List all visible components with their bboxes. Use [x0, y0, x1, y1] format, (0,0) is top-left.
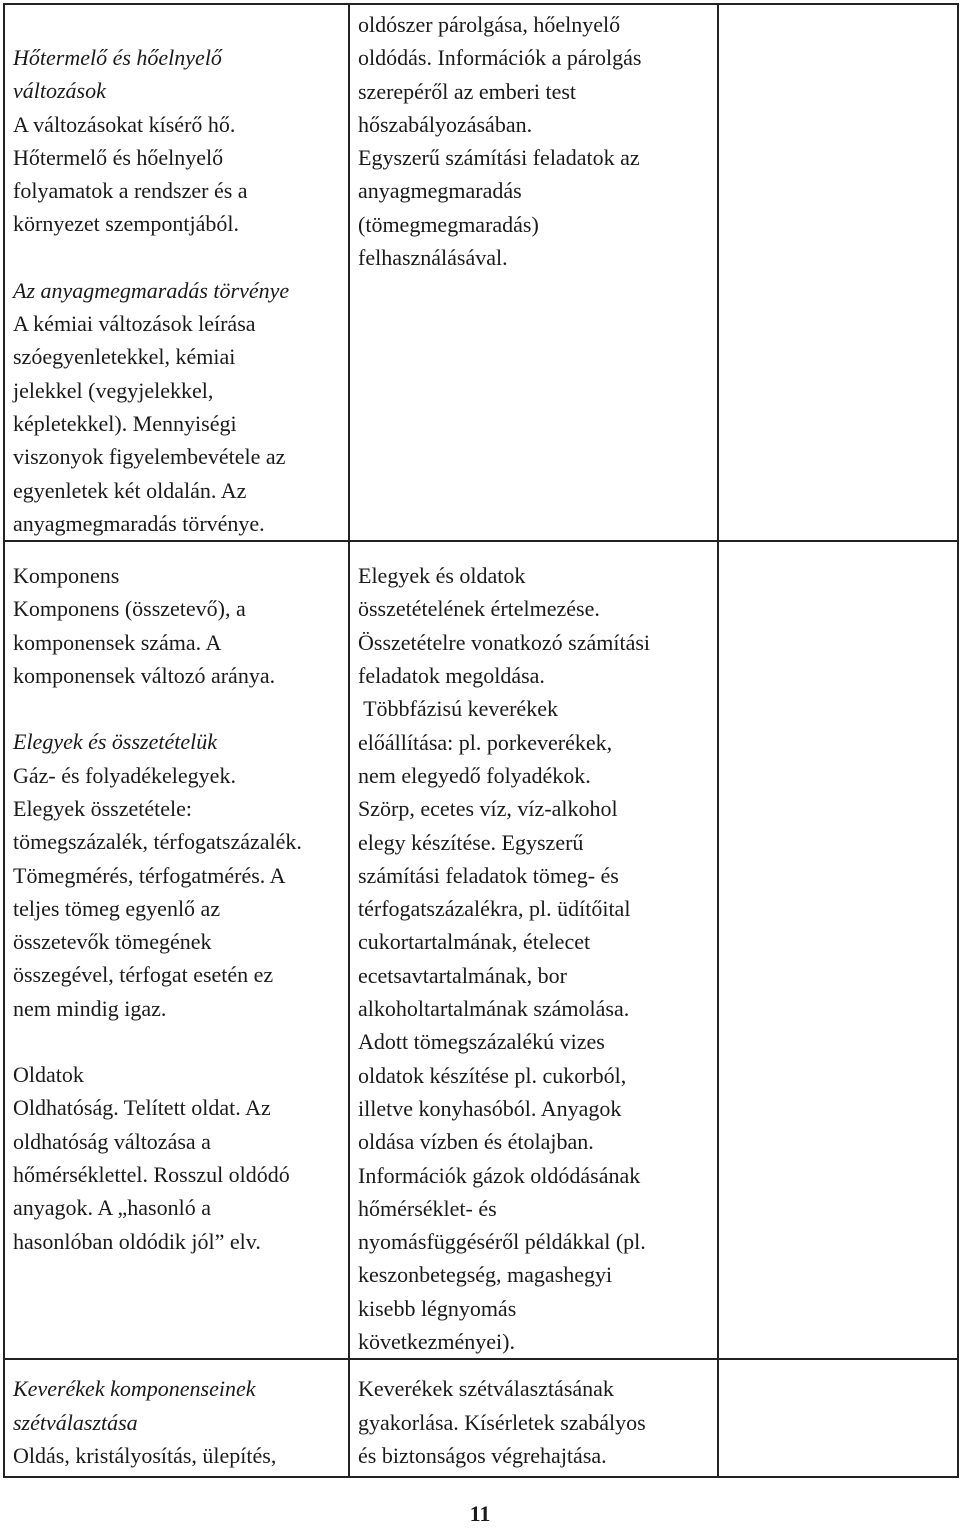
- activity-text-line: oldódás. Információk a párolgás: [358, 45, 642, 71]
- topic-text-line: egyenletek két oldalán. Az: [13, 477, 247, 503]
- activity-text-line: hőmérséklet- és: [358, 1195, 497, 1221]
- topic-text-line: Elegyek összetétele:: [13, 795, 192, 821]
- topic-text-line: tömegszázalék, térfogatszázalék.: [13, 829, 302, 855]
- topic-title-line: Elegyek és összetételük: [13, 729, 218, 755]
- topic-text-line: komponensek száma. A: [13, 629, 222, 655]
- activity-text-line: alkoholtartalmának számolása.: [358, 996, 630, 1022]
- table-row: [4, 1359, 958, 1477]
- topic-text-line: anyagok. A „hasonló a: [13, 1195, 211, 1221]
- topic-text-line: A kémiai változások leírása: [13, 311, 256, 337]
- topic-text-line: Komponens (összetevő), a: [13, 596, 246, 622]
- topic-text-line: Tömegmérés, térfogatmérés. A: [13, 862, 286, 888]
- topic-title-line: Az anyagmegmaradás törvénye: [13, 277, 290, 303]
- topic-text-line: környezet szempontjából.: [13, 211, 240, 237]
- activity-text-line: keszonbetegség, magashegyi: [358, 1262, 613, 1288]
- activity-text-line: nyomásfüggéséről példákkal (pl.: [358, 1229, 646, 1255]
- topic-text-line: folyamatok a rendszer és a: [13, 178, 248, 204]
- topic-cell: [4, 541, 349, 1359]
- topic-text-line: összegével, térfogat esetén ez: [13, 962, 274, 988]
- notes-cell: [718, 4, 958, 541]
- topic-text-line: teljes tömeg egyenlő az: [13, 895, 221, 921]
- activity-text-line: szerepéről az emberi test: [358, 78, 577, 104]
- activity-cell: [349, 4, 718, 541]
- activity-cell: [349, 1359, 718, 1477]
- activity-text-line: Információk gázok oldódásának: [358, 1162, 641, 1188]
- activity-text-line: Összetételre vonatkozó számítási: [358, 629, 651, 655]
- topic-block: [13, 274, 342, 540]
- topic-cell: [4, 4, 349, 541]
- topic-title-line: változások: [13, 78, 106, 104]
- topic-text-line: szóegyenletekkel, kémiai: [13, 344, 236, 370]
- topic-title-line: Hőtermelő és hőelnyelő: [13, 45, 222, 70]
- activity-text-line: következményei).: [358, 1328, 515, 1354]
- table-row: [4, 4, 958, 541]
- topic-text-line: oldhatóság változása a: [13, 1128, 211, 1154]
- activity-text-line: feladatok megoldása.: [358, 663, 545, 689]
- activity-cell: [349, 541, 718, 1359]
- topic-text-line: Oldhatóság. Telített oldat. Az: [13, 1095, 271, 1121]
- activity-text-line: anyagmegmaradás: [358, 178, 522, 204]
- topic-block: [13, 725, 342, 1025]
- topic-block: [13, 1058, 342, 1258]
- topic-title-line: Komponens: [13, 563, 120, 589]
- activity-text-line: cukortartalmának, ételecet: [358, 929, 591, 955]
- notes-cell: [718, 541, 958, 1359]
- activity-text-line: előállítása: pl. porkeverékek,: [358, 729, 613, 755]
- topic-text-line: komponensek változó aránya.: [13, 663, 276, 689]
- topic-title-line: szétválasztása: [13, 1409, 138, 1435]
- activity-text-line: gyakorlása. Kísérletek szabályos: [358, 1409, 646, 1435]
- page-number: 11: [469, 1501, 491, 1526]
- activity-text-line: Adott tömegszázalékú vizes: [358, 1029, 605, 1055]
- topic-text-line: összetevők tömegének: [13, 929, 212, 955]
- topic-text-line: viszonyok figyelembevétele az: [13, 444, 286, 470]
- activity-text-line: hőszabályozásában.: [358, 111, 533, 137]
- activity-text-line: oldószer párolgása, hőelnyelő: [358, 12, 621, 37]
- topic-text-line: A változásokat kísérő hő.: [13, 111, 236, 137]
- activity-text-line: összetételének értelmezése.: [358, 596, 600, 622]
- topic-block: [13, 41, 342, 241]
- topic-text-line: hőmérséklettel. Rosszul oldódó: [13, 1161, 290, 1187]
- activity-text-line: ecetsavtartalmának, bor: [358, 962, 567, 988]
- topic-block: [13, 559, 342, 692]
- topic-text-line: jelekkel (vegyjelekkel,: [13, 377, 214, 403]
- topic-text-line: Hőtermelő és hőelnyelő: [13, 144, 224, 170]
- activity-text-line: nem elegyedő folyadékok.: [358, 762, 591, 788]
- activity-text-line: illetve konyhasóból. Anyagok: [358, 1095, 622, 1121]
- activity-text-line: elegy készítése. Egyszerű: [358, 829, 584, 855]
- activity-text-line: Keverékek szétválasztásának: [358, 1376, 614, 1402]
- topic-text-line: Gáz- és folyadékelegyek.: [13, 762, 236, 788]
- activity-text-line: oldatok készítése pl. cukorból,: [358, 1062, 627, 1088]
- topic-text-line: képletekkel). Mennyiségi: [13, 410, 237, 436]
- notes-cell: [718, 1359, 958, 1477]
- topic-text-line: nem mindig igaz.: [13, 995, 167, 1021]
- topic-title-line: Keverékek komponenseinek: [13, 1376, 256, 1402]
- topic-text-line: hasonlóban oldódik jól” elv.: [13, 1228, 261, 1254]
- activity-text-line: és biztonságos végrehajtása.: [358, 1442, 607, 1468]
- activity-text-line: Szörp, ecetes víz, víz-alkohol: [358, 796, 618, 822]
- table-row: [4, 541, 958, 1359]
- topic-cell: [4, 1359, 349, 1477]
- activity-text-line: Egyszerű számítási feladatok az: [358, 145, 640, 171]
- topic-text-line: Oldás, kristályosítás, ülepítés,: [13, 1442, 277, 1468]
- activity-text-line: oldása vízben és étolajban.: [358, 1129, 594, 1155]
- activity-text-line: kisebb légnyomás: [358, 1295, 517, 1321]
- activity-text-line: Többfázisú keverékek: [358, 696, 558, 722]
- activity-text-line: (tömegmegmaradás): [358, 211, 539, 237]
- curriculum-table: [3, 3, 959, 1478]
- activity-text-line: felhasználásával.: [358, 245, 508, 271]
- activity-text-line: Elegyek és oldatok: [358, 563, 526, 589]
- activity-text-line: számítási feladatok tömeg- és: [358, 862, 619, 888]
- topic-text-line: anyagmegmaradás törvénye.: [13, 510, 265, 536]
- topic-title-line: Oldatok: [13, 1062, 84, 1088]
- activity-text-line: térfogatszázalékra, pl. üdítőital: [358, 896, 631, 922]
